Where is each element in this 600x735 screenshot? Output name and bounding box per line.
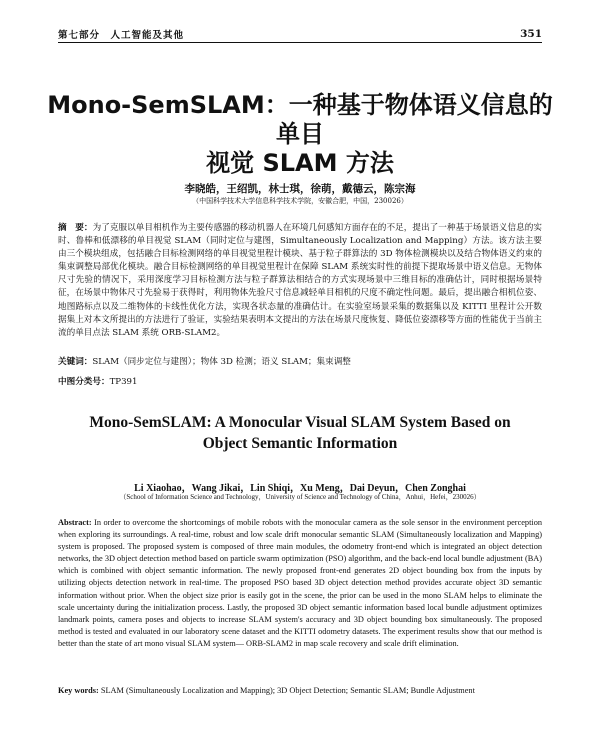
title-chinese-line1: Mono-SemSLAM：一种基于物体语义信息的单目 — [47, 91, 553, 148]
title-chinese-line2: 视觉 SLAM 方法 — [206, 149, 394, 177]
authors-english: Li Xiaohao，Wang Jikai，Lin Shiqi，Xu Meng，Dai Deyun，Chen Zonghai — [134, 483, 466, 494]
authors-chinese: 李晓皓，王绍凯，林士琪，徐萌，戴德云，陈宗海 — [184, 183, 416, 195]
page-number: 351 — [520, 28, 542, 40]
clc-number — [58, 375, 542, 387]
affiliation-english: （School of Information Science and Technology，University of Science and Technology of China，Anhui，Hefei，230026） — [119, 493, 481, 501]
abstract-chinese-text: 为了克服以单目相机作为主要传感器的移动机器人在环境几何感知方面存在的不足，提出了一种基于场景语义信息的实时、鲁棒和低漂移的单目视觉 SLAM（同时定位与建图，Simultaneously Localization and Mapping）方法。该方法主要由三个模块组成，包括融合目标检测网络的单目视觉里程计模块、基于粒子群算法的 3D 物体检测模块以及结合物体语义约束的集束调整局部优化模块。融合目标检测网络的单目视觉里程计在保障 SLAM 系统实时性的前提下提取场景中语义信息。无物体尺寸先验的情况下，采用深度学习目标检测方法与粒子群算法相结合的方式实现场景中三维目标的准确估计，同时根据场景特征，在场景中物体尺寸先验易于获得时，利用物体先验尺寸信息减轻单目相机的尺度不确定性问题。最后，提出融合相机位姿、地图路标点以及二维物体的卡线性优化方法，实现各状态量的准确估计。在实验室场景采集的数据集以及 KITTI 里程计公开数据集上对本文所提出的方法进行了验证，实验结果表明本文提出的方法在场景尺度恢复、降低位姿漂移等方面的性能优于当前主流的单目点法 SLAM 系统 ORB-SLAM2。 — [58, 223, 542, 338]
abstract-english — [58, 517, 542, 650]
title-english-line2: Object Semantic Information — [202, 435, 398, 452]
abstract-english-text: In order to overcome the shortcomings of mobile robots with the monocular camera as the sole sensor in the environment perception when exploring its surroundings. A real-time, robust and low scale drift monocular semantic SLAM (Simultaneously localization and Mapping) system is proposed. The proposed system is composed of three main modules, the odometry front-end which is integrated an object detection networks, the 3D object detection method based on particle swarm optimization (PSO) algorithm, and the back-end local bundle adjustment (BA) which is combined with object semantic information. The newly proposed front-end generates 2D object bounding box from the inputs by utilizing objects detection network in real-time. The proposed PSO based 3D object detection method provides accurate object 3D semantic information without prior. When the object size prior is easily got in the scene, the prior can be used in the mono SLAM helps to eliminate the scale uncertainty during the initialization process. Lastly, the proposed 3D object semantic information based local bundle adjustment optimizes landmark points, camera poses and objects to increase SLAM system's accuracy and 3D object bounding box simultaneously. The proposed method is tested and evaluated in our laboratory scene dataset and the KITTI odometry datasets. The experiment results show that our method is better than the state of art mono visual SLAM system— ORB-SLAM2 in map scale recovery and scale drift elimination. — [58, 518, 542, 648]
keywords-chinese-label: 关键词： — [58, 357, 93, 367]
abstract-chinese — [58, 222, 542, 340]
keywords-english-label: Key words: — [58, 686, 99, 695]
affiliation-chinese: （中国科学技术大学信息科学技术学院，安徽合肥，中国，230026） — [192, 197, 408, 205]
keywords-english — [58, 685, 542, 697]
abstract-english-label: Abstract: — [58, 518, 92, 527]
header-rule — [58, 42, 542, 43]
clc-number-label: 中图分类号： — [58, 377, 110, 387]
abstract-chinese-label: 摘 要： — [58, 223, 93, 233]
title-chinese — [40, 91, 560, 178]
title-english-line1: Mono-SemSLAM: A Monocular Visual SLAM System Based on — [89, 414, 511, 431]
keywords-chinese-text: SLAM（同步定位与建图）；物体 3D 检测；语义 SLAM；集束调整 — [92, 357, 351, 367]
header-section: 第七部分 人工智能及其他 — [58, 30, 185, 41]
keywords-english-text: SLAM (Simultaneously Localization and Mapping); 3D Object Detection; Semantic SLAM; Bundle Adjustment — [100, 686, 475, 695]
keywords-chinese — [58, 355, 542, 367]
title-english — [40, 412, 560, 454]
running-header — [58, 26, 542, 42]
clc-number-text: TP391 — [109, 377, 138, 387]
